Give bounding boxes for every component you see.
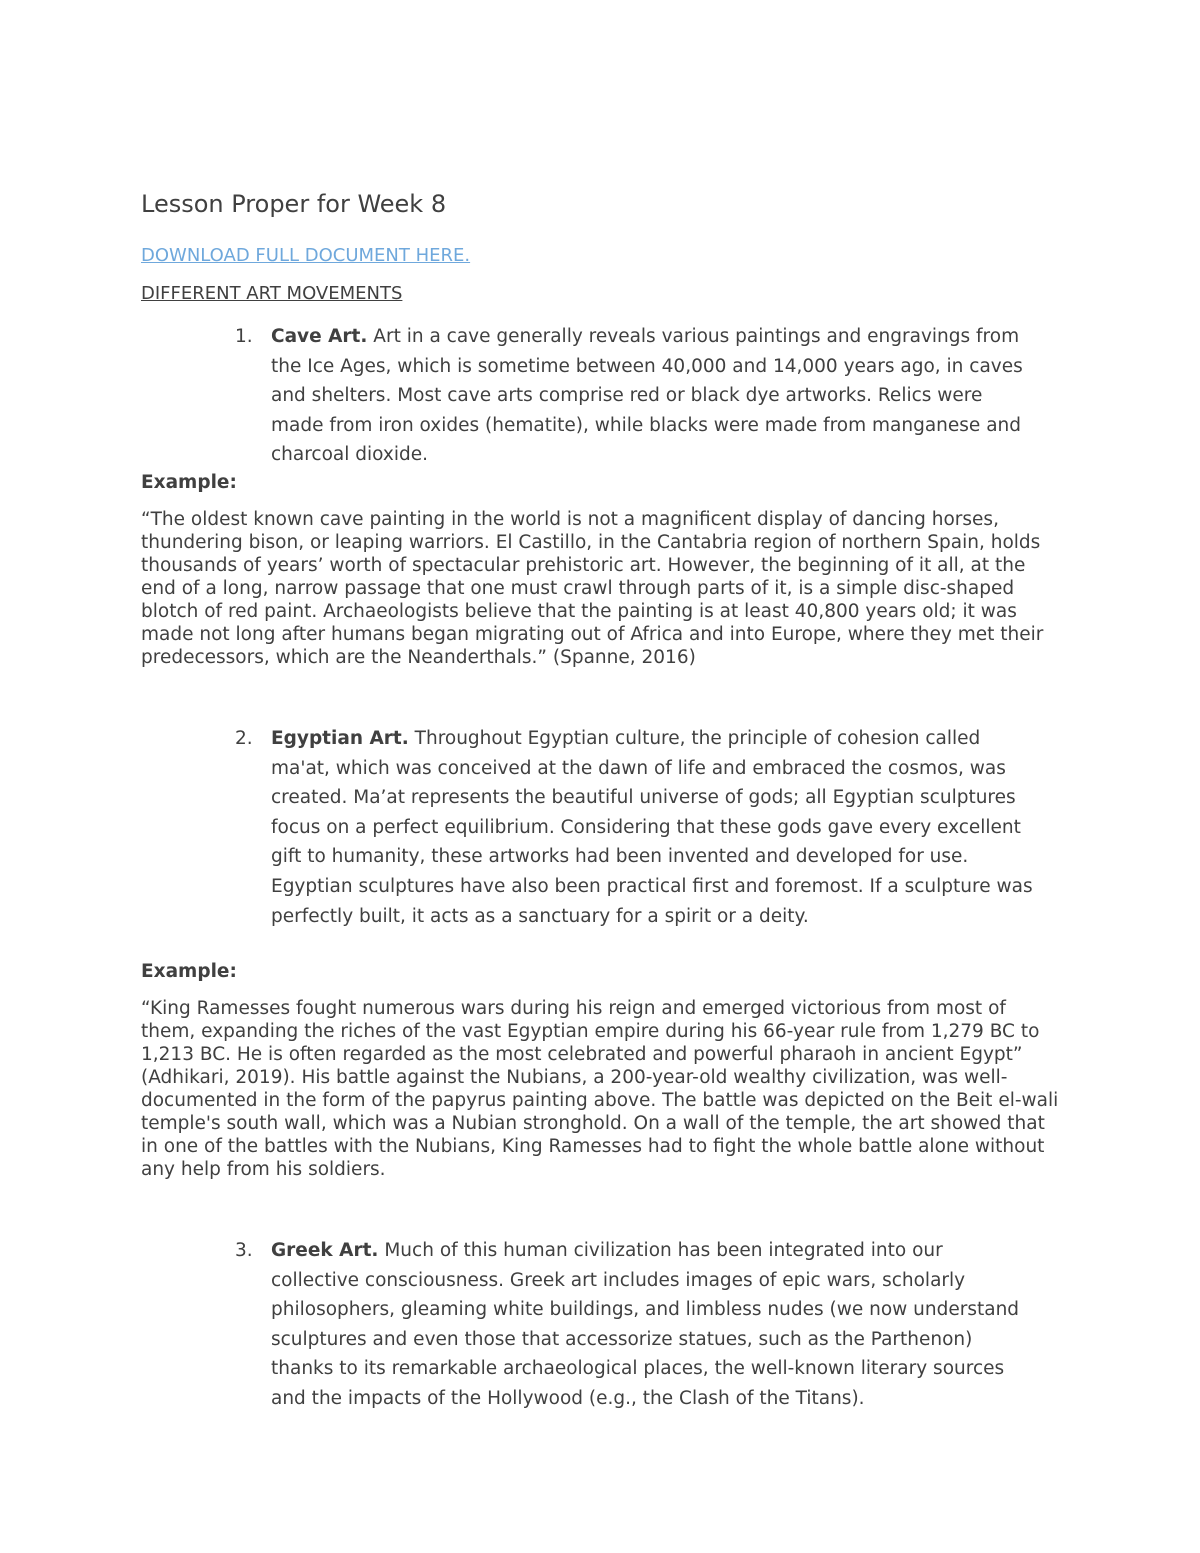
list-item-egyptian-art [235,724,1035,931]
list-item-text: Art in a cave generally reveals various paintings and engravings from the Ice Ages, which is sometime between 40,000 and 14,000 years ago, in caves and shelters. Most cave arts comprise red or black dye artworks. Relics were made from iron oxides (hematite), while blacks were made from manganese and charcoal dioxide. [271,326,1023,466]
example-label: Example: [141,472,237,493]
example-quote-egyptian-art: “King Ramesses fought numerous wars during his reign and emerged victorious from most of them, expanding the riches of the vast Egyptian empire during his 66-year rule from 1,279 BC to 1,213 BC. He is often regarded as the most celebrated and powerful pharaoh in ancient Egypt” (Adhikari, 2019). His battle against the Nubians, a 200-year-old wealthy civilization, was well-documented in the form of the papyrus painting above. The battle was depicted on the Beit el-wali temple's south wall, which was a Nubian stronghold. On a wall of the temple, the art showed that in one of the battles with the Nubians, King Ramesses had to fight the whole battle alone without any help from his soldiers. [141,998,1059,1180]
list-item-cave-art [235,322,1035,470]
page-title: Lesson Proper for Week 8 [141,190,447,218]
section-heading: DIFFERENT ART MOVEMENTS [141,283,403,304]
list-item-text: Throughout Egyptian culture, the principle of cohesion called ma'at, which was conceived at the dawn of life and embraced the cosmos, was created. Ma’at represents the beautiful universe of gods; all Egyptian sculptures focus on a perfect equilibrium. Considering that these gods gave every excellent gift to humanity, these artworks had been invented and developed for use. Egyptian sculptures have also been practical first and foremost. If a sculpture was perfectly built, it acts as a sanctuary for a spirit or a deity. [271,728,1033,927]
list-item-term: Greek Art. [271,1240,379,1261]
list-item-body [271,322,1035,470]
list-item-term: Egyptian Art. [271,728,409,749]
list-item-number: 1. [235,326,253,347]
list-item-number: 3. [235,1240,253,1261]
list-item-body [271,724,1035,931]
list-item-greek-art [235,1236,1035,1414]
example-quote-cave-art: “The oldest known cave painting in the world is not a magnificent display of dancing horses, thundering bison, or leaping warriors. El Castillo, in the Cantabria region of northern Spain, holds thousands of years’ worth of spectacular prehistoric art. However, the beginning of it all, at the end of a long, narrow passage that one must crawl through parts of it, is a simple disc-shaped blotch of red paint. Archaeologists believe that the painting is at least 40,800 years old; it was made not long after humans began migrating out of Africa and into Europe, where they met their predecessors, which are the Neanderthals.” (Spanne, 2016) [141,509,1044,668]
example-label: Example: [141,961,237,982]
download-document-link[interactable]: DOWNLOAD FULL DOCUMENT HERE. [141,245,471,266]
list-item-body [271,1236,1035,1414]
list-item-text: Much of this human civilization has been integrated into our collective consciousness. Greek art includes images of epic wars, scholarly philosophers, gleaming white buildings, and limbless nudes (we now understand sculptures and even those that accessorize statues, such as the Parthenon) thanks to its remarkable archaeological places, the well-known literary sources and the impacts of the Hollywood (e.g., the Clash of the Titans). [271,1240,1020,1409]
list-item-number: 2. [235,728,253,749]
list-item-term: Cave Art. [271,326,368,347]
